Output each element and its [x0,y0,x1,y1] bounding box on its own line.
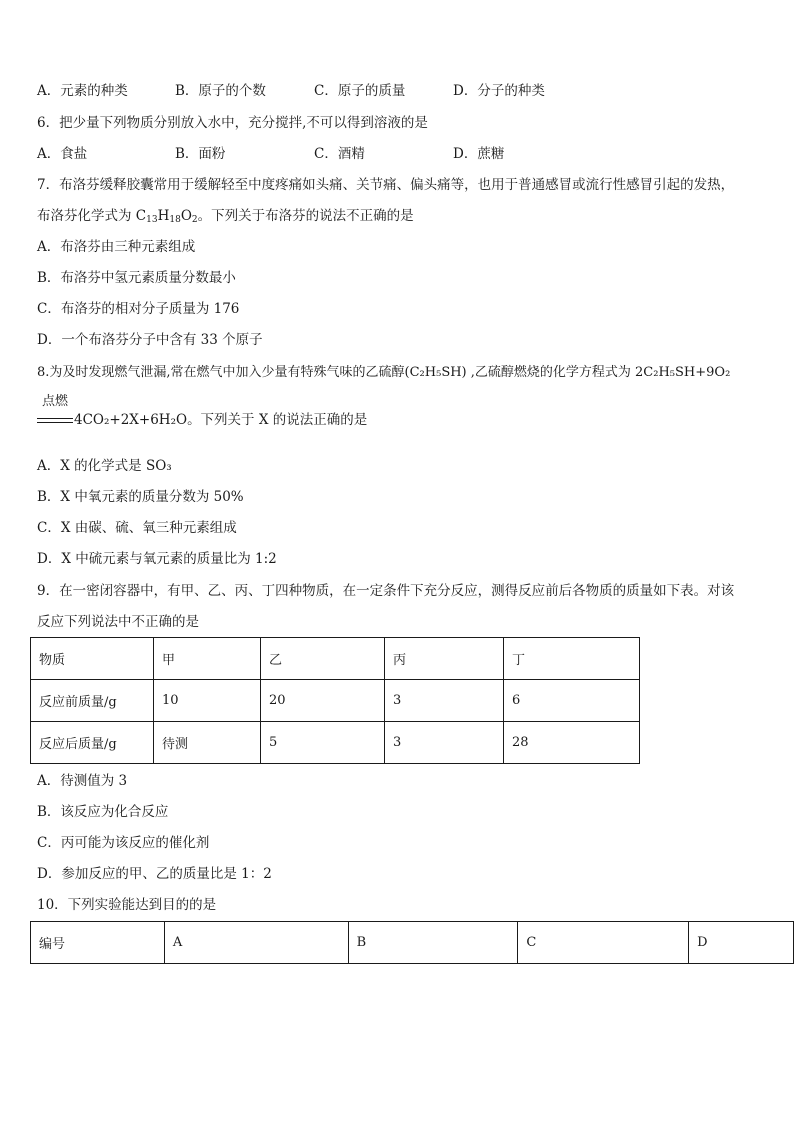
q7-stem-line2 [37,207,414,225]
q7-option-b: B．布洛芬中氢元素质量分数最小 [37,270,236,286]
q8-option-b: B．X 中氧元素的质量分数为 50% [37,489,244,505]
table-header-cell: A [164,922,348,964]
table-cell: 3 [385,722,504,764]
q7-stem-line1: 7．布洛芬缓释胶囊常用于缓解轻至中度疼痛如头痛、关节痛、偏头痛等，也用于普通感冒或流行性感冒引起的发热， [37,177,735,193]
table-header-cell: D [689,922,794,964]
q8-stem-line2: 4CO₂+2X+6H₂O。下列关于 X 的说法正确的是 [74,412,368,428]
table-row [31,680,640,722]
q7-option-c: C．布洛芬的相对分子质量为 176 [37,301,240,317]
q8-option-c: C．X 由碳、硫、氧三种元素组成 [37,520,237,536]
q9-mass-table [30,637,640,764]
table-header-cell: 编号 [31,922,165,964]
q9-option-d: D．参加反应的甲、乙的质量比是 1：2 [37,866,272,882]
q9-option-b: B．该反应为化合反应 [37,804,169,820]
q6-stem: 6．把少量下列物质分别放入水中，充分搅拌,不可以得到溶液的是 [37,115,428,131]
q7-formula-o: O [180,208,192,224]
table-header-row [31,638,640,680]
q9-option-a: A．待测值为 3 [37,773,128,789]
q8-option-d: D．X 中硫元素与氧元素的质量比为 1:2 [37,551,277,567]
q8-stem-line1: 8.为及时发现燃气泄漏,常在燃气中加入少量有特殊气味的乙硫醇(C₂H₅SH) ,乙硫醇燃烧的化学方程式为 2C₂H₅SH+9O₂ [37,365,731,380]
q6-option-d: D．蔗糖 [453,146,505,162]
table-cell: 28 [504,722,640,764]
table-header-cell: 丙 [385,638,504,680]
table-header-cell: 丁 [504,638,640,680]
table-cell: 10 [154,680,261,722]
q6-option-b: B．面粉 [175,146,226,162]
q6-option-c: C．酒精 [314,146,365,162]
q10-experiment-table [30,921,794,964]
q7-stem-suffix: 。下列关于布洛芬的说法不正确的是 [197,208,414,224]
table-cell: 20 [261,680,385,722]
q5-option-d: D．分子的种类 [453,83,545,99]
q9-stem-line2: 反应下列说法中不正确的是 [37,614,199,630]
q7-option-d: D．一个布洛芬分子中含有 33 个原子 [37,332,263,348]
table-header-row [31,922,794,964]
table-cell: 反应前质量/g [31,680,154,722]
q7-stem-prefix: 布洛芬化学式为 C [37,208,147,224]
reaction-condition [37,394,73,423]
q6-options [37,145,573,163]
table-row [31,722,640,764]
table-cell: 反应后质量/g [31,722,154,764]
table-cell: 6 [504,680,640,722]
q5-option-c: C．原子的质量 [314,83,406,99]
q8-option-a: A．X 的化学式是 SO₃ [37,458,172,474]
q5-options [37,82,573,100]
table-header-cell: B [348,922,518,964]
table-header-cell: 乙 [261,638,385,680]
q7-formula-sub-c: 13 [146,215,158,225]
condition-label: 点燃 [41,394,68,409]
table-cell: 3 [385,680,504,722]
table-cell: 待测 [154,722,261,764]
condition-equals-bar [37,418,73,423]
table-header-cell: C [518,922,689,964]
q7-option-a: A．布洛芬由三种元素组成 [37,239,196,255]
q7-formula-sub-h: 18 [169,215,181,225]
table-header-cell: 物质 [31,638,154,680]
q5-option-a: A．元素的种类 [37,83,128,99]
q6-option-a: A．食盐 [37,146,88,162]
q7-formula-h: H [157,208,170,224]
q7-formula-sub-o: 2 [191,215,198,225]
q10-stem: 10．下列实验能达到目的的是 [37,897,217,913]
q5-option-b: B．原子的个数 [175,83,266,99]
table-header-cell: 甲 [154,638,261,680]
table-cell: 5 [261,722,385,764]
q9-option-c: C．丙可能为该反应的催化剂 [37,835,210,851]
q9-stem-line1: 9．在一密闭容器中，有甲、乙、丙、丁四种物质，在一定条件下充分反应，测得反应前后各物质的质量如下表。对该 [37,583,735,599]
